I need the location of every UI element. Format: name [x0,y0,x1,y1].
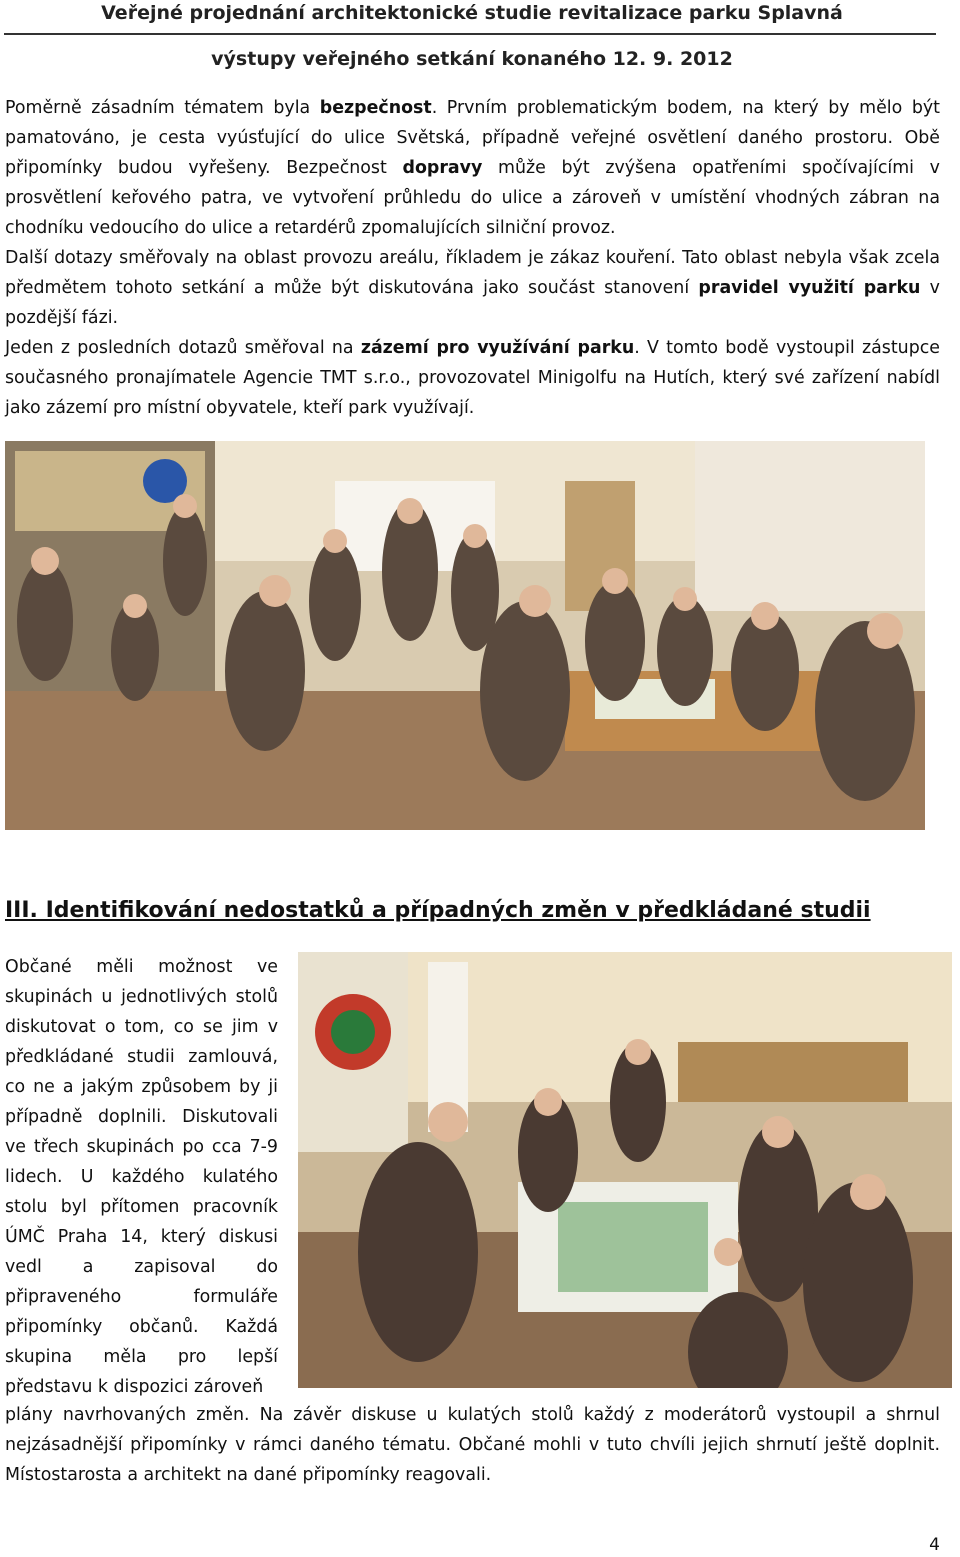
meeting-photo-2 [298,952,952,1388]
section-heading: III. Identifikování nedostatků a případných změn v předkládané studii [5,898,871,923]
text-run: Jeden z posledních dotazů směřoval na [5,338,361,358]
bold-term: dopravy [402,158,483,178]
meeting-photo-1 [5,441,925,830]
page-number: 4 [929,1535,940,1555]
bold-term: pravidel využití parku [698,278,921,298]
text-run: Poměrně zásadním tématem byla [5,98,320,118]
paragraph-facilities [5,333,940,423]
text-run: Další dotazy směřovaly na oblast provozu areálu, říkladem je zákaz kouření. Tato oblast nebyla však zcela předmětem tohoto setkání a může být diskutována jako součást stanovení [5,248,940,298]
text-run: . V tomto bodě vystoupil zástupce současného pronajímatele Agencie TMT s.r.o., provozovatel Minigolfu na Hutích, který své zařízení nabídl jako zázemí pro místní obyvatele, kteří park využívají. [5,338,941,418]
text-run: v pozdější fázi. [5,278,940,328]
text-run: může být zvýšena opatřeními spočívajícími v prosvětlení keřového patra, ve vytvoření průhledu do ulice a zároveň v umístění vhodných zábran na chodníku vedoucího do ulice a retardérů zpomalujících silniční provoz. [5,158,940,238]
meeting-photo-2-image [298,952,952,1388]
bold-term: zázemí pro využívání parku [360,338,635,358]
section-text-side: Občané měli možnost ve skupinách u jednotlivých stolů diskutovat o tom, co se jim v předkládané studii zamlouvá, co ne a jakým způsobem by ji případně doplnili. Diskutovali ve třech skupinách po cca 7-9 lidech. U každého kulatého stolu byl přítomen pracovník ÚMČ Praha 14, který diskusi vedl a zapisoval do připraveného formuláře připomínky občanů. Každá skupina měla pro lepší představu k dispozici zároveň [5,957,278,1397]
paragraph-operation [5,243,940,333]
paragraph-safety [5,93,940,243]
section-text-after: plány navrhovaných změn. Na závěr diskuse u kulatých stolů každý z moderátorů vystoupil a shrnul nejzásadnější připomínky v rámci daného tématu. Občané mohli v tuto chvíli jejich shrnutí ještě doplnit. Místostarosta a architekt na dané připomínky reagovali. [5,1405,940,1485]
header-divider [4,33,936,35]
meeting-photo-1-image [5,441,925,830]
document-title: Veřejné projednání architektonické studie revitalizace parku Splavná [101,2,843,24]
document-subtitle: výstupy veřejného setkání konaného 12. 9. 2012 [211,48,733,70]
bold-term: bezpečnost [319,98,432,118]
text-run: . Prvním problematickým bodem, na který by mělo být pamatováno, je cesta vyúsťující do ulice Světská, případně veřejné osvětlení daného prostoru. Obě připomínky budou vyřešeny. Bezpečnost [5,98,940,178]
